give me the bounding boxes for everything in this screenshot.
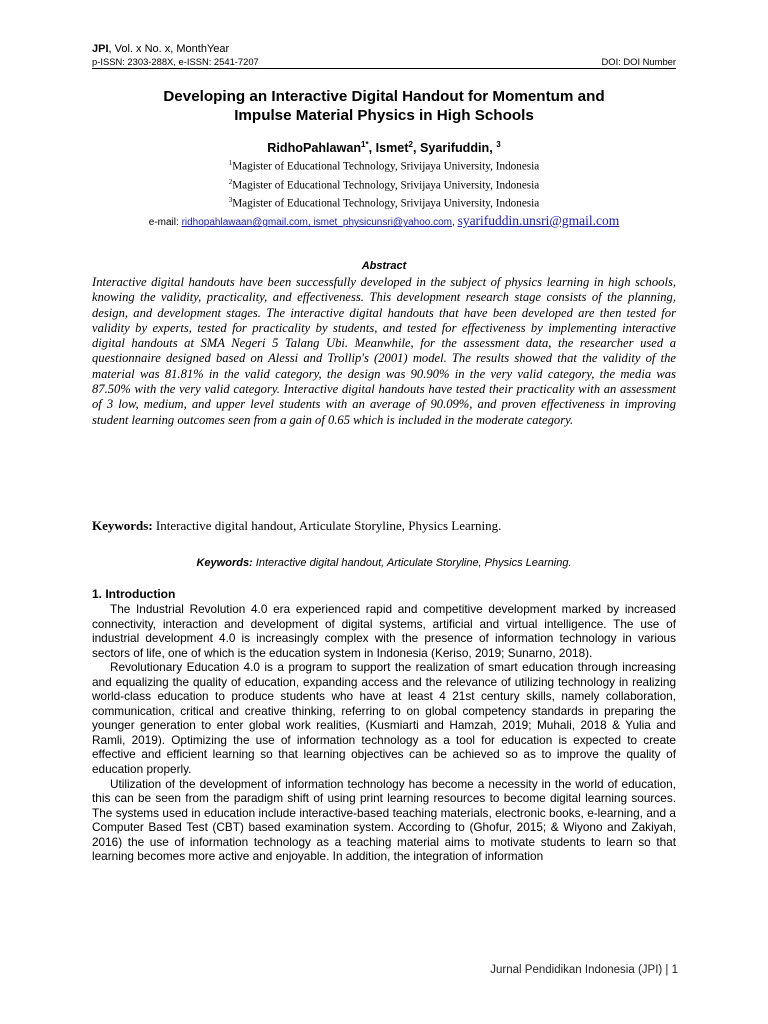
doi: DOI: DOI Number bbox=[601, 56, 676, 67]
paragraph: The Industrial Revolution 4.0 era experienced rapid and competitive development marked by increased connectivity, interaction and development of digital systems, artificial and virtual intelligence. The use of industrial development 4.0 is increasingly complex with the presence of information technology in various sectors of life, one of which is the education system in Indonesia (Keriso, 2019; Sunarno, 2018). bbox=[92, 602, 676, 660]
title-line: Impulse Material Physics in High Schools bbox=[234, 107, 534, 124]
email-separator: , bbox=[452, 217, 458, 228]
affiliation-mark: 1 bbox=[228, 159, 233, 167]
affiliation-mark: 2 bbox=[228, 177, 233, 186]
affiliation-text: Magister of Educational Technology, Srivijaya University, Indonesia bbox=[232, 198, 540, 211]
journal-abbrev: JPI bbox=[92, 43, 109, 55]
page-footer: Jurnal Pendidikan Indonesia (JPI) | 1 bbox=[490, 964, 678, 976]
keywords-label: Keywords: bbox=[196, 557, 253, 569]
email-link[interactable]: ridhopahlawaan@gmail.com, ismet_physicunsri@yahoo.com bbox=[181, 217, 452, 228]
introduction-body bbox=[92, 602, 676, 864]
author-list bbox=[92, 140, 676, 155]
affiliation-mark: 3 bbox=[228, 196, 233, 205]
keywords bbox=[92, 518, 676, 534]
paragraph: Revolutionary Education 4.0 is a program to support the realization of smart education through increasing and equalizing the quality of education, expanding access and the relevance of utilizing technology in realizing world-class education to produce students who have at least 4 21st century skills, namely collaboration, communication, critical and creative thinking, referring to on global competency standards in preparing the younger generation to enter global work realities, (Kusmiarti and Hamzah, 2019; Muhali, 2018 & Yulia and Ramli, 2019). Optimizing the use of information technology as a tool for education is expected to create effective and efficient learning so that learning objectives can be achieved so as to improve the quality of education properly. bbox=[92, 660, 676, 777]
affiliations bbox=[92, 156, 676, 212]
keywords-secondary bbox=[92, 557, 676, 569]
affiliation bbox=[92, 193, 676, 212]
title-line: Developing an Interactive Digital Handout for Momentum and bbox=[163, 88, 605, 105]
email-link[interactable]: syarifuddin.unsri@gmail.com bbox=[457, 213, 620, 228]
affiliation-text: Magister of Educational Technology, Srivijaya University, Indonesia bbox=[232, 179, 540, 192]
header-divider bbox=[92, 68, 676, 69]
author-name: Ismet bbox=[375, 141, 409, 156]
keywords-label: Keywords: bbox=[92, 518, 153, 533]
author-affil-mark: 1* bbox=[361, 140, 369, 149]
paper-title bbox=[92, 87, 676, 125]
abstract-heading: Abstract bbox=[361, 260, 407, 272]
author-affil-mark: 2 bbox=[408, 140, 413, 149]
author-name: Syarifuddin, bbox=[419, 141, 497, 156]
abstract-text: Interactive digital handouts have been successfully developed in the subject of physics learning in high schools, knowing the validity, practicality, and effectiveness. This development research stage consists of the planning, design, and development stages. The interactive digital handouts that have been developed are then tested for validity by experts, tested for practicality by students, and tested for effectiveness by implementing interactive digital handouts at SMA Negeri 5 Talang Ubi. Meanwhile, for the assessment data, the researcher used a questionnaire designed based on Alessi and Trollip's (2001) model. The results showed that the validity of the material was 81.81% in the valid category, the design was 90.90% in the very valid category, the media was 87.50% with the very valid category. Interactive digital handouts have tested their practicality with an assessment of 3 low, medium, and upper level students with an average of 90.09%, and proven effectiveness in improving student learning outcomes seen from a gain of 0.65 which is included in the moderate category. bbox=[92, 275, 676, 427]
paragraph: Utilization of the development of information technology has become a necessity in the world of education, this can be seen from the paradigm shift of using print learning resources to become digital learning sources. The systems used in education include interactive-based teaching materials, electronic books, e-learning, and a Computer Based Test (CBT) based examination system. According to (Ghofur, 2015; & Wiyono and Zakiyah, 2016) the use of information technology as a teaching material aims to motivate students to learn so that learning becomes more active and enjoyable. In addition, the integration of information bbox=[92, 776, 676, 864]
affiliation bbox=[92, 175, 676, 194]
keywords-text: Interactive digital handout, Articulate Storyline, Physics Learning. bbox=[152, 518, 502, 533]
affiliation bbox=[92, 156, 676, 175]
author-name: RidhoPahlawan bbox=[267, 141, 362, 156]
author-separator: , bbox=[412, 141, 420, 156]
journal-info bbox=[92, 43, 229, 55]
email-label: e-mail: bbox=[148, 217, 182, 228]
author-separator: , bbox=[368, 141, 376, 156]
section-heading: 1. Introduction bbox=[92, 587, 176, 601]
email-line bbox=[92, 213, 676, 229]
issn: p-ISSN: 2303-288X, e-ISSN: 2541-7207 bbox=[92, 56, 259, 67]
affiliation-text: Magister of Educational Technology, Srivijaya University, Indonesia bbox=[232, 160, 540, 173]
author-affil-mark: 3 bbox=[496, 140, 501, 149]
keywords-text: Interactive digital handout, Articulate Storyline, Physics Learning. bbox=[252, 557, 572, 569]
journal-volume: , Vol. x No. x, MonthYear bbox=[108, 43, 230, 55]
